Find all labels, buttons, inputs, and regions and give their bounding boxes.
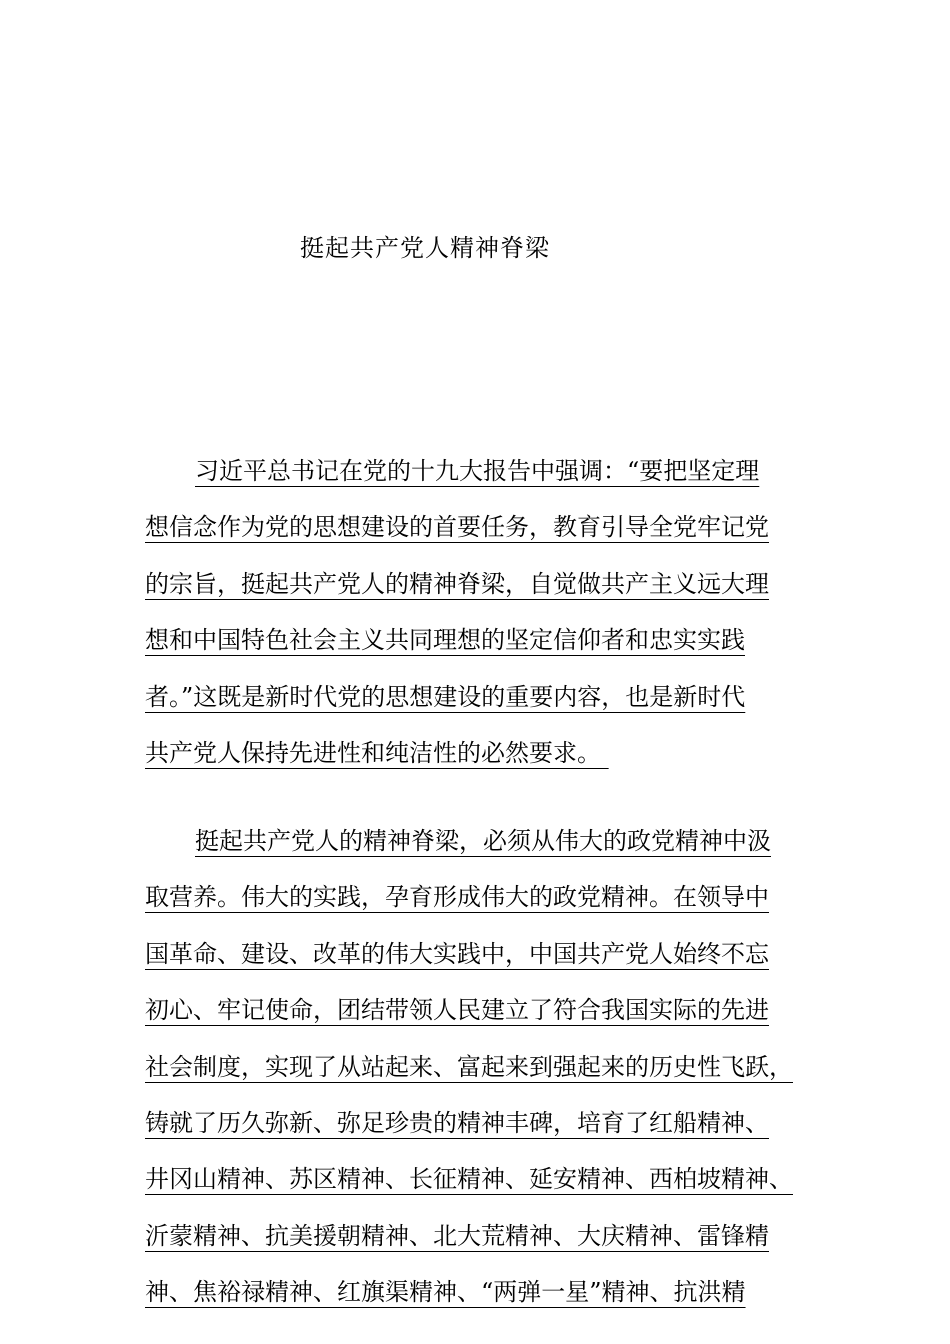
document-title: 挺起共产党人精神脊梁 [300, 234, 550, 262]
text-line: 神、焦裕禄精神、红旗渠精神、“两弹一星”精神、抗洪精 [145, 1278, 746, 1307]
text-line: 共产党人保持先进性和纯洁性的必然要求。 [145, 738, 609, 767]
text-line: 者。”这既是新时代党的思想建设的重要内容，也是新时代 [145, 682, 746, 711]
paragraph-2 [145, 819, 845, 1327]
text-line: 想信念作为党的思想建设的首要任务，教育引导全党牢记党 [145, 513, 769, 542]
text-line: 想和中国特色社会主义共同理想的坚定信仰者和忠实实践 [145, 626, 745, 655]
text-line: 井冈山精神、苏区精神、长征精神、延安精神、西柏坡精神、 [145, 1165, 793, 1194]
text-line: 挺起共产党人的精神脊梁，必须从伟大的政党精神中汲 [195, 827, 771, 855]
text-line: 沂蒙精神、抗美援朝精神、北大荒精神、大庆精神、雷锋精 [145, 1221, 769, 1250]
text-line: 习近平总书记在党的十九大报告中强调：“要把坚定理 [195, 457, 760, 485]
text-line: 社会制度，实现了从站起来、富起来到强起来的历史性飞跃， [145, 1052, 793, 1081]
text-line: 取营养。伟大的实践，孕育形成伟大的政党精神。在领导中 [145, 883, 769, 912]
text-line: 初心、牢记使命，团结带领人民建立了符合我国实际的先进 [145, 996, 769, 1025]
text-line: 铸就了历久弥新、弥足珍贵的精神丰碑，培育了红船精神、 [145, 1108, 769, 1137]
text-line: 国革命、建设、改革的伟大实践中，中国共产党人始终不忘 [145, 939, 769, 968]
paragraph-1 [145, 449, 845, 787]
text-line: 的宗旨，挺起共产党人的精神脊梁，自觉做共产主义远大理 [145, 569, 769, 598]
